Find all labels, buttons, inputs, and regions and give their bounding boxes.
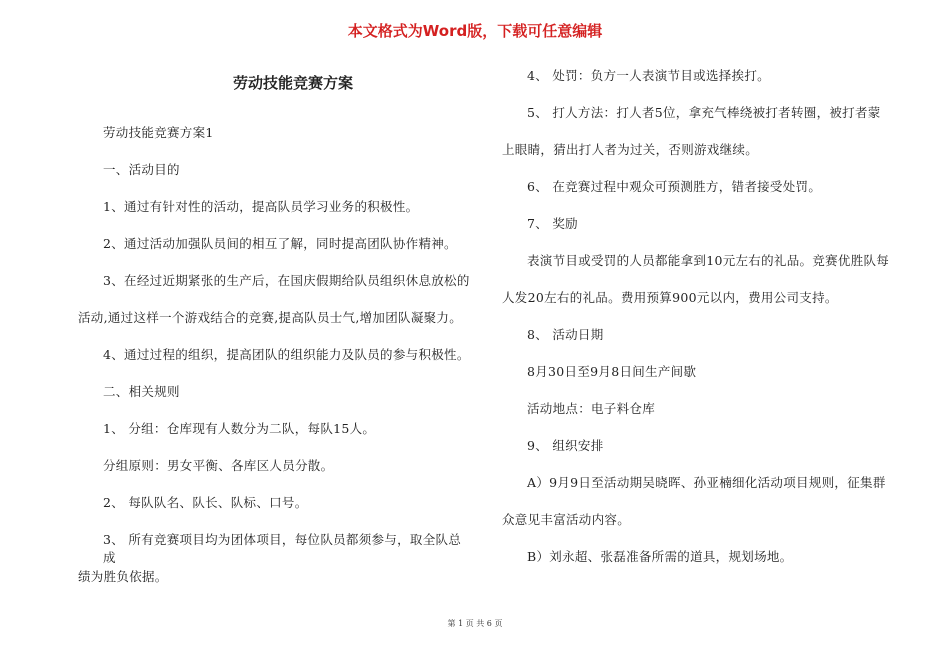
document-title: 劳动技能竞赛方案 xyxy=(232,74,353,92)
paragraph: 1、 分组：仓库现有人数分为二队，每队15人。 xyxy=(103,421,376,436)
paragraph: 一、活动目的 xyxy=(103,162,180,177)
paragraph: 劳动技能竞赛方案1 xyxy=(103,125,214,140)
left-column xyxy=(78,124,470,605)
paragraph: 3、在经过近期紧张的生产后，在国庆假期给队员组织休息放松的 xyxy=(103,273,470,288)
paragraph: 8、 活动日期 xyxy=(527,327,604,342)
paragraph: 4、通过过程的组织，提高团队的组织能力及队员的参与积极性。 xyxy=(103,347,470,362)
paragraph: 4、 处罚：负方一人表演节目或选择挨打。 xyxy=(527,68,770,83)
paragraph: 二、相关规则 xyxy=(103,384,180,399)
paragraph: 2、通过活动加强队员间的相互了解，同时提高团队协作精神。 xyxy=(103,236,457,251)
page-footer: 第 1 页 共 6 页 xyxy=(447,619,503,628)
paragraph: 6、 在竞赛过程中观众可预测胜方，错者接受处罚。 xyxy=(527,179,822,194)
paragraph: 上眼睛，猜出打人者为过关，否则游戏继续。 xyxy=(502,142,759,157)
paragraph: 1、通过有针对性的活动，提高队员学习业务的积极性。 xyxy=(103,199,419,214)
paragraph: 5、 打人方法：打人者5位，拿充气棒绕被打者转圈，被打者蒙 xyxy=(527,105,881,120)
word-format-banner: 本文格式为Word版，下载可任意编辑 xyxy=(347,22,603,40)
paragraph: 7、 奖励 xyxy=(527,216,578,231)
paragraph: B）刘永超、张磊准备所需的道具，规划场地。 xyxy=(527,549,793,564)
paragraph: 活动,通过这样一个游戏结合的竞赛,提高队员士气,增加团队凝聚力。 xyxy=(78,310,463,325)
paragraph: 众意见丰富活动内容。 xyxy=(502,512,631,527)
paragraph: 分组原则：男女平衡、各库区人员分散。 xyxy=(103,458,334,473)
right-column xyxy=(502,67,892,585)
paragraph: 人发20左右的礼品。费用预算900元以内，费用公司支持。 xyxy=(502,290,838,305)
paragraph: 3、 所有竞赛项目均为团体项目，每位队员都须参与，取全队总成 xyxy=(103,532,462,565)
paragraph: 2、 每队队名、队长、队标、口号。 xyxy=(103,495,308,510)
paragraph: 活动地点：电子料仓库 xyxy=(527,401,656,416)
paragraph: 8月30日至9月8日间生产间歇 xyxy=(527,364,697,379)
paragraph: A）9月9日至活动期吴晓晖、孙亚楠细化活动项目规则，征集群 xyxy=(527,475,886,490)
paragraph: 表演节目或受罚的人员都能拿到10元左右的礼品。竞赛优胜队每 xyxy=(527,253,890,268)
paragraph: 绩为胜负依据。 xyxy=(78,569,168,584)
paragraph: 9、 组织安排 xyxy=(527,438,604,453)
